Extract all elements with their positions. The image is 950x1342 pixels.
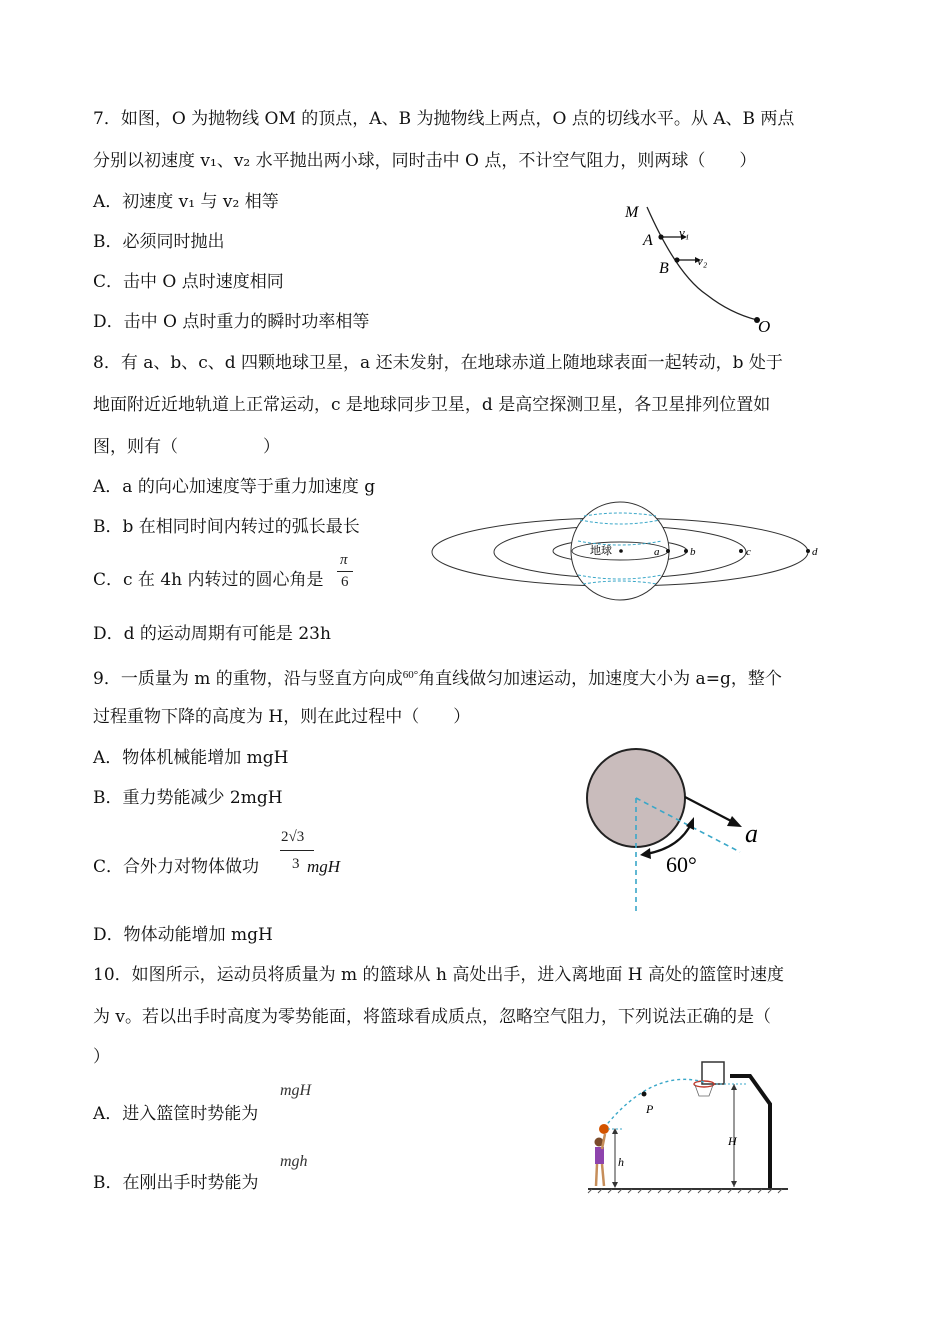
q9-stem-part1: 9．一质量为 m 的重物，沿与竖直方向成: [93, 669, 403, 689]
basketball: [599, 1124, 609, 1134]
label-v2: v₂: [697, 253, 708, 268]
q9-option-c-numerator: 2√3: [281, 829, 305, 845]
q9-option-b: B．重力势能减少 2mgH: [93, 788, 283, 808]
satellite-b: [684, 549, 688, 553]
q7-option-d: D．击中 O 点时重力的瞬时功率相等: [93, 312, 370, 332]
q10-basketball-figure: [582, 1060, 792, 1194]
q8-stem-line3: 图，则有（ ）: [93, 437, 280, 457]
q10-stem-line1: 10．如图所示，运动员将质量为 m 的篮球从 h 高处出手，进入离地面 H 高处的篮筐时速度: [93, 965, 784, 985]
q8-option-c-denominator: 6: [341, 574, 349, 590]
q9-ball-figure: [580, 742, 760, 914]
label-angle: 60°: [666, 852, 697, 877]
label-b: B: [659, 260, 669, 277]
q8-orbits-figure: [428, 498, 868, 608]
q9-option-c-text: C．合外力对物体做功: [93, 857, 260, 877]
q7-stem-line1: 7．如图，O 为抛物线 OM 的顶点，A、B 为抛物线上两点，O 点的切线水平。从 A、B 两点: [93, 109, 795, 129]
label-o: O: [758, 317, 771, 336]
q8-stem-line1: 8．有 a、b、c、d 四颗地球卫星，a 还未发射，在地球赤道上随地球表面一起转动，b 处于: [93, 353, 783, 373]
label-sat-a: a: [654, 546, 660, 558]
label-a: A: [643, 232, 653, 249]
q9-stem-part2: 角直线做匀加速运动，加速度大小为 a=g，整个: [418, 669, 782, 689]
q10-option-a-value: mgH: [280, 1082, 312, 1099]
label-sat-b: b: [690, 546, 696, 558]
q9-fraction-bar: [280, 850, 314, 851]
label-sat-c: c: [746, 546, 751, 558]
q7-parabola-figure: [615, 195, 785, 340]
label-earth: 地球: [590, 544, 612, 557]
q9-option-c-denominator: 3: [292, 856, 300, 872]
label-a: a: [745, 819, 758, 848]
q9-option-c: [93, 856, 340, 878]
label-h-large: H: [728, 1134, 737, 1148]
label-m: M: [625, 204, 639, 221]
q7-option-a: A．初速度 v₁ 与 v₂ 相等: [93, 192, 279, 212]
satellite-a: [666, 549, 670, 553]
q10-stem-line3: ）: [93, 1047, 110, 1067]
q8-fraction-bar: [337, 571, 353, 572]
q9-option-c-tail: mgH: [307, 857, 341, 876]
q8-option-a: A．a 的向心加速度等于重力加速度 g: [93, 477, 376, 497]
q9-option-a: A．物体机械能增加 mgH: [93, 748, 289, 768]
q9-stem-line1: [93, 664, 782, 690]
arc-arrow-left-icon: [640, 848, 651, 859]
acceleration-arrow-icon: [727, 816, 742, 827]
q9-stem-line2: 过程重物下降的高度为 H，则在此过程中（ ）: [93, 707, 471, 727]
q7-option-b: B．必须同时抛出: [93, 232, 225, 252]
q9-option-d: D．物体动能增加 mgH: [93, 925, 273, 945]
label-h-small: h: [618, 1155, 624, 1169]
label-sat-d: d: [812, 546, 818, 558]
player-body: [595, 1147, 604, 1164]
point-p: [642, 1092, 647, 1097]
q8-option-c-numerator: π: [340, 552, 348, 568]
hoop-stand: [730, 1076, 770, 1188]
satellite-c: [739, 549, 743, 553]
earth-center: [619, 549, 623, 553]
q8-stem-line2: 地面附近近地轨道上正常运动，c 是地球同步卫星，d 是高空探测卫星，各卫星排列位置如: [93, 395, 771, 415]
q9-angle-sup: 60°: [402, 669, 419, 681]
q10-option-a: A．进入篮筐时势能为: [93, 1104, 259, 1124]
satellite-d: [806, 549, 810, 553]
q8-option-b: B．b 在相同时间内转过的弧长最长: [93, 517, 360, 537]
ball-trajectory: [604, 1079, 704, 1128]
q7-stem-line2: 分别以初速度 v₁、v₂ 水平抛出两小球，同时击中 O 点，不计空气阻力，则两球（ ）: [93, 151, 757, 171]
q7-option-c: C．击中 O 点时速度相同: [93, 272, 284, 292]
label-v1: v₁: [679, 225, 690, 240]
q8-option-d: D．d 的运动周期有可能是 23h: [93, 624, 331, 644]
q8-option-c: C．c 在 4h 内转过的圆心角是: [93, 570, 324, 590]
q10-option-b: B．在刚出手时势能为: [93, 1173, 259, 1193]
label-p: P: [646, 1102, 654, 1116]
q10-option-b-value: mgh: [280, 1153, 308, 1170]
q10-stem-line2: 为 v。若以出手时高度为零势能面，将篮球看成质点，忽略空气阻力，下列说法正确的是（: [93, 1007, 772, 1027]
